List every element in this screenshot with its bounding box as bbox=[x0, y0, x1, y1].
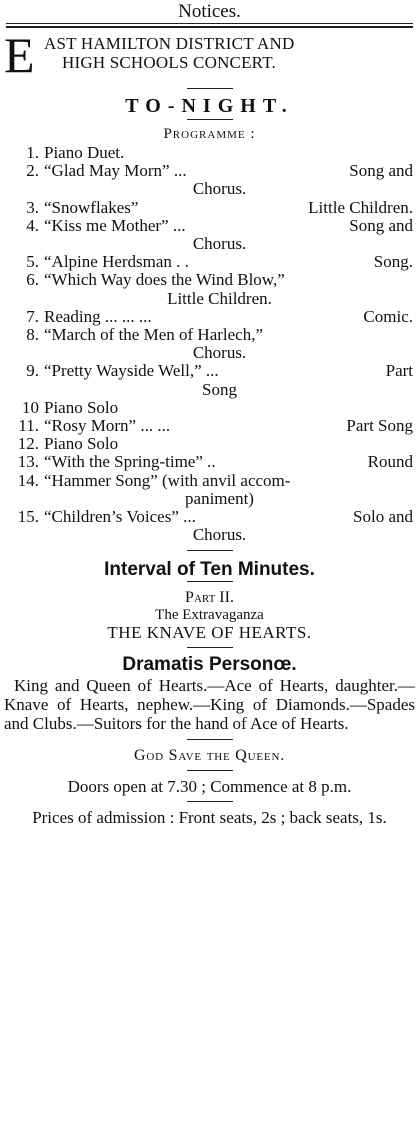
programme-item-title: “Pretty Wayside Well,” ... bbox=[44, 361, 219, 381]
god-save-line: God Save the Queen. bbox=[134, 747, 285, 765]
title-line-1: AST HAMILTON DISTRICT AND bbox=[44, 34, 295, 53]
programme-item-title: Reading ... ... ... bbox=[44, 306, 152, 326]
dramatis-text bbox=[0, 676, 419, 733]
programme-item-title: “Snowflakes” bbox=[44, 197, 139, 217]
programme-item bbox=[0, 253, 419, 271]
header-rule-top bbox=[6, 23, 413, 24]
programme-label: Programme : bbox=[163, 126, 256, 142]
tonight-heading: TO-NIGHT. bbox=[125, 95, 294, 117]
programme-item-number: 4. bbox=[26, 215, 39, 235]
programme-item-number: 11. bbox=[18, 416, 39, 436]
programme-item-title: Piano Duet. bbox=[44, 143, 125, 162]
programme-item-number: 8. bbox=[26, 325, 39, 345]
programme-item-type: Solo and bbox=[353, 507, 413, 527]
programme-item-number: 14. bbox=[17, 470, 39, 490]
programme-item-continuation: Chorus. bbox=[192, 179, 247, 199]
programme-item-continuation: paniment) bbox=[185, 488, 254, 508]
programme-item-type: Song. bbox=[373, 252, 413, 272]
programme-item-number: 3. bbox=[26, 197, 39, 217]
doors-line: Doors open at 7.30 ; Commence at 8 p.m. bbox=[67, 777, 352, 797]
programme-item bbox=[0, 417, 419, 435]
dramatis-paragraph: King and Queen of Hearts.—Ace of Hearts, daughter.—Knave of Hearts, nephew.—King of Diamonds.—Spades and Clubs.—Suitors for the hand of Ace of Hearts. bbox=[4, 676, 415, 734]
divider bbox=[187, 801, 233, 802]
programme-item-number: 12. bbox=[17, 434, 39, 454]
programme-item-title: “Hammer Song” (with anvil accom- bbox=[44, 470, 291, 490]
title-line-2: HIGH SCHOOLS CONCERT. bbox=[62, 53, 276, 72]
programme-item bbox=[0, 453, 419, 471]
programme-item-continuation: Chorus. bbox=[192, 525, 247, 545]
divider bbox=[187, 581, 233, 582]
programme-item-continuation: Chorus. bbox=[192, 234, 247, 254]
programme-item-number: 10 bbox=[22, 397, 39, 417]
divider bbox=[187, 550, 233, 551]
divider bbox=[187, 88, 233, 89]
part-two-label: Part II. bbox=[185, 589, 234, 607]
programme-item bbox=[0, 144, 419, 162]
programme-item bbox=[0, 435, 419, 453]
programme-item-title: “Glad May Morn” ... bbox=[44, 161, 187, 181]
section-header: Notices. bbox=[178, 1, 241, 22]
drop-cap: E bbox=[4, 27, 35, 83]
programme-item-type: Song and bbox=[349, 161, 413, 181]
programme-item-title: “March of the Men of Harlech,” bbox=[44, 325, 264, 345]
programme-item-type: Comic. bbox=[363, 306, 413, 326]
programme-item-number: 13. bbox=[17, 452, 39, 472]
programme-item bbox=[0, 508, 419, 526]
part-two-subtitle: The Extravaganza bbox=[155, 607, 264, 624]
prices-line: Prices of admission : Front seats, 2s ; back seats, 1s. bbox=[32, 808, 387, 828]
programme-item-type: Part Song bbox=[346, 416, 413, 436]
programme-item-title: “Children’s Voices” ... bbox=[44, 507, 196, 527]
programme-item bbox=[0, 199, 419, 217]
programme-item-number: 2. bbox=[26, 161, 39, 181]
dramatis-heading: Dramatis Personœ. bbox=[122, 654, 297, 676]
programme-item bbox=[0, 217, 419, 235]
programme-item-title: Piano Solo bbox=[44, 434, 119, 454]
programme-item bbox=[0, 399, 419, 417]
programme-item-type: Part bbox=[385, 361, 413, 381]
programme-item-title: Piano Solo bbox=[44, 397, 119, 417]
divider bbox=[187, 119, 233, 120]
programme-item-continuation: Song bbox=[202, 379, 237, 399]
concert-title bbox=[0, 27, 419, 88]
programme-item bbox=[0, 326, 419, 344]
programme-item-number: 15. bbox=[17, 507, 39, 527]
programme-item-title: “Alpine Herdsman . . bbox=[44, 252, 189, 272]
programme-item-title: “With the Spring-time” .. bbox=[44, 452, 216, 472]
programme-item-type: Song and bbox=[349, 215, 413, 235]
programme-item-type: Little Children. bbox=[308, 197, 413, 217]
divider bbox=[187, 770, 233, 771]
header-rule-bottom bbox=[6, 26, 413, 28]
programme-item-title: “Rosy Morn” ... ... bbox=[44, 416, 171, 436]
programme-item bbox=[0, 472, 419, 490]
programme-item bbox=[0, 271, 419, 289]
programme-item-number: 7. bbox=[26, 306, 39, 326]
divider bbox=[187, 739, 233, 740]
programme-item-number: 5. bbox=[26, 252, 39, 272]
programme-item bbox=[0, 308, 419, 326]
interval-heading: Interval of Ten Minutes. bbox=[104, 559, 315, 581]
programme-item-number: 1. bbox=[26, 143, 39, 162]
programme-item-continuation: Little Children. bbox=[167, 288, 272, 308]
programme-item-number: 6. bbox=[26, 270, 39, 290]
part-two-name: THE KNAVE OF HEARTS. bbox=[107, 623, 312, 643]
divider bbox=[187, 647, 233, 648]
programme-item-type: Round bbox=[367, 452, 413, 472]
programme-list bbox=[0, 144, 419, 544]
programme-item-title: “Which Way does the Wind Blow,” bbox=[44, 270, 285, 290]
programme-item-number: 9. bbox=[26, 361, 39, 381]
programme-item-continuation: Chorus. bbox=[192, 343, 247, 363]
programme-item-title: “Kiss me Mother” ... bbox=[44, 215, 186, 235]
programme-item bbox=[0, 362, 419, 380]
programme-item bbox=[0, 162, 419, 180]
